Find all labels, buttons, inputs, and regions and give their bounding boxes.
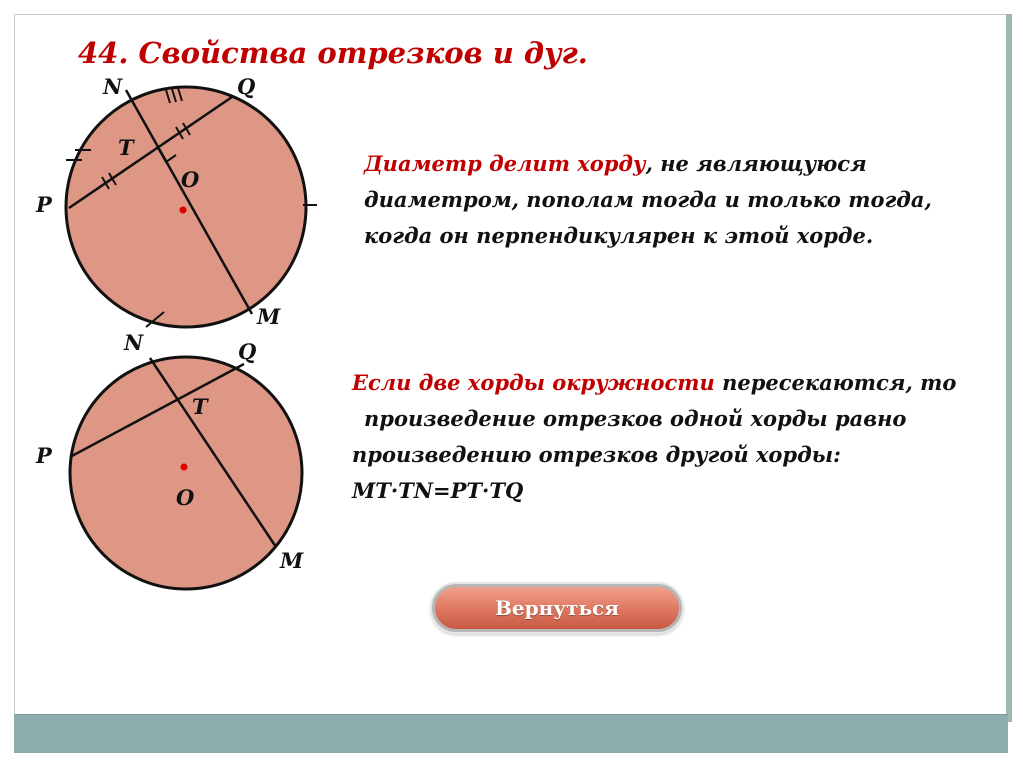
slide-title: 44. Свойства отрезков и дуг. bbox=[78, 36, 588, 70]
label-t-2: T bbox=[192, 394, 208, 419]
theorem2-formula: MT·TN=PT·TQ bbox=[352, 478, 524, 503]
label-p-2: P bbox=[36, 443, 52, 468]
label-q-1: Q bbox=[237, 74, 256, 99]
center-point-1 bbox=[180, 207, 187, 214]
center-point-2 bbox=[181, 464, 188, 471]
theorem2-line3: произведению отрезков другой хорды: bbox=[352, 442, 841, 467]
label-m-1: M bbox=[257, 304, 281, 329]
back-button[interactable]: Вернуться bbox=[432, 584, 682, 632]
theorem1-line1 bbox=[364, 146, 932, 182]
label-q-2: Q bbox=[238, 339, 257, 364]
theorem1-accent: Диаметр делит хорду bbox=[364, 151, 646, 176]
label-o-1: O bbox=[181, 167, 200, 192]
theorem2-line2: произведение отрезков одной хорды равно bbox=[364, 406, 907, 431]
theorem2-line1 bbox=[352, 365, 956, 401]
theorem-diameter-chord bbox=[364, 146, 932, 254]
theorem2-accent: Если две хорды окружности bbox=[352, 370, 715, 395]
label-p-1: P bbox=[36, 192, 52, 217]
circle-2 bbox=[70, 357, 302, 589]
theorem2-line1-rest: пересекаются, то bbox=[714, 370, 957, 395]
theorem1-line3: когда он перпендикулярен к этой хорде. bbox=[364, 223, 874, 248]
label-n-1: N bbox=[103, 74, 123, 99]
label-t-1: T bbox=[118, 135, 134, 160]
label-m-2: M bbox=[280, 548, 304, 573]
circle-1 bbox=[66, 87, 306, 327]
theorem-intersecting-chords bbox=[352, 365, 956, 509]
theorem1-line1-rest: , не являющуюся bbox=[645, 151, 867, 176]
label-o-2: O bbox=[176, 485, 195, 510]
theorem1-line2: диаметром, пополам тогда и только тогда, bbox=[364, 187, 932, 212]
label-n-2: N bbox=[124, 330, 144, 355]
diagram-intersecting-chords bbox=[35, 330, 304, 589]
diagram-diameter-bisects-chord bbox=[35, 74, 317, 329]
